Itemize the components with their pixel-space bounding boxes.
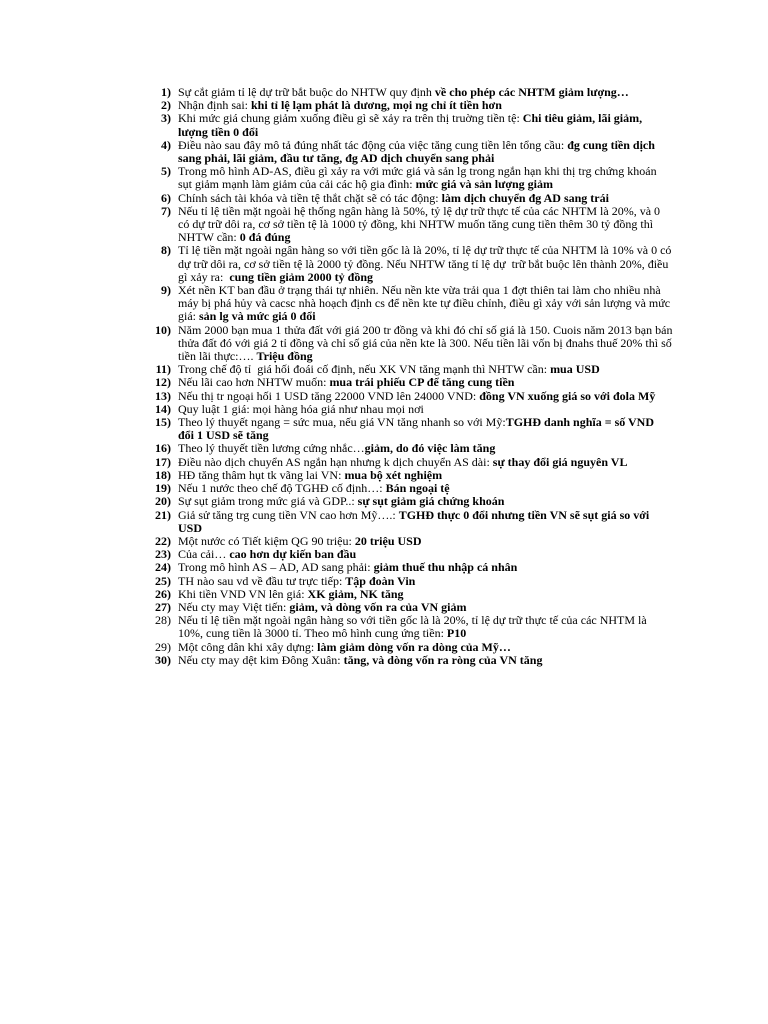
question-text: Một công dân khi xây dựng: [178, 639, 318, 654]
item-number: 22) [155, 533, 171, 548]
item-number: 10) [155, 322, 171, 337]
answer-text: Triệu đồng [256, 349, 313, 364]
answer-text: mua bộ xét nghiệm [344, 467, 443, 482]
answer-text: làm dịch chuyển đg AD sang trái [441, 190, 609, 205]
item-number: 29) [155, 639, 171, 654]
answer-text: đg cung tiền dịch sang phải, lãi giảm, đầu tư tăng, đg AD dịch chuyển sang phải [178, 137, 658, 166]
answer-text: TGHĐ thực 0 đổi nhưng tiền VN sẽ sụt giá so với USD [178, 507, 653, 535]
item-text [178, 205, 673, 245]
question-text: Trong mô hình AD-AS, điều gì xảy ra với mức giá và sản lg trong ngắn hạn khi thị trg chứng khoán sụt giảm mạnh làm giảm của cải các hộ gia đình: [178, 164, 660, 192]
item-number: 7) [161, 203, 171, 218]
item-text [178, 509, 673, 535]
item-number: 9) [161, 283, 171, 298]
question-text: Một nước có Tiết kiệm QG 90 triệu: [178, 533, 355, 548]
item-number: 21) [155, 507, 171, 522]
answer-text: Bán ngoại tệ [385, 481, 450, 496]
question-text: Nếu tỉ lệ tiền mặt ngoài hệ thống ngân hàng là 50%, tỷ lệ dự trữ thực tế của các NHTM là 20%, và 0 có dự trữ dôi ra, cơ sở tiền tệ là 1000 tỷ đồng, khi NHTW muốn tăng cung tiền thêm 30 tỷ đồng thì NHTW cần: [178, 203, 664, 245]
question-text: Trong mô hình AS – AD, AD sang phải: [178, 560, 374, 575]
list-item [0, 324, 768, 364]
question-text: Nếu thị tr ngoại hối 1 USD tăng 22000 VND lên 24000 VND: [178, 388, 480, 403]
question-text: TH nào sau vd về đầu tư trực tiếp: [178, 573, 346, 588]
item-number: 3) [161, 111, 171, 126]
item-number: 12) [155, 375, 171, 390]
question-text: Sự cắt giảm tỉ lệ dự trữ bắt buộc do NHTW quy định [178, 85, 435, 99]
answer-text: giảm, và dòng vốn ra của VN giảm [289, 599, 467, 614]
question-text: Nếu lãi cao hơn NHTW muốn: [178, 375, 330, 390]
answer-text: sự thay đổi giá nguyên VL [492, 454, 628, 469]
question-text: Khi tiền VND VN lên giá: [178, 586, 308, 601]
answer-text: XK giảm, NK tăng [307, 586, 404, 601]
answer-text: cao hơn dự kiến ban đầu [229, 547, 357, 562]
question-text: Theo lý thuyết ngang = sức mua, nếu giá VN tăng nhanh so với Mỹ: [178, 415, 506, 430]
item-number: 18) [155, 467, 171, 482]
question-text: Nếu cty may dệt kim Đông Xuân: [178, 652, 344, 667]
question-text: Điều nào sau đây mô tả đúng nhất tác động của việc tăng cung tiền lên tổng cầu: [178, 137, 568, 152]
question-text: Trong chế độ tỉ giá hối đoái cố định, nếu XK VN tăng mạnh thì NHTW cần: [178, 362, 551, 377]
question-answer-list [0, 86, 768, 667]
answer-text: Tập đoàn Vin [345, 573, 416, 588]
item-number: 5) [161, 164, 171, 179]
question-text: Chính sách tài khóa và tiền tệ thắt chặt sẽ có tác động: [178, 190, 442, 205]
answer-text: sản lg và mức giá 0 đổi [199, 309, 316, 324]
answer-text: TGHĐ danh nghĩa = số VND đổi 1 USD sẽ tăng [178, 415, 658, 443]
list-item [0, 284, 768, 324]
list-item [0, 205, 768, 245]
item-text [178, 165, 673, 191]
item-text [178, 244, 673, 284]
item-number: 20) [155, 494, 171, 509]
list-item [0, 165, 768, 191]
answer-text: mua USD [550, 362, 600, 377]
item-number: 4) [161, 137, 171, 152]
item-number: 13) [155, 388, 171, 403]
question-text: Nếu tỉ lệ tiền mặt ngoài ngân hàng so với tiền gốc là là 20%, tỉ lệ dự trữ thực tế của các NHTM là 10%, cung tiền là 3000 tỉ. Theo mô hình cung ứng tiền: [178, 613, 650, 641]
answer-text: về cho phép các NHTM giảm lượng… [434, 85, 629, 99]
question-text: Giả sử tăng trg cung tiền VN cao hơn Mỹ….: [178, 507, 399, 522]
question-text: Tỉ lệ tiền mặt ngoài ngân hàng so với tiền gốc là là 20%, tỉ lệ dự trữ thực tế của NHTM là 10% và 0 có dự trữ dôi ra, cơ sở tiền tệ là 2000 tỷ đồng. Nếu NHTW tăng tỉ lệ dự trữ bắt buộc lên thành 20%, điều gì xảy ra: [178, 243, 675, 284]
item-number: 30) [155, 652, 171, 667]
item-text [178, 322, 676, 364]
item-number: 24) [155, 560, 171, 575]
item-number: 25) [155, 573, 171, 588]
question-text: Của cải… [178, 547, 230, 562]
question-text: Nhận định sai: [178, 98, 251, 113]
question-text: Theo lý thuyết tiền lương cứng nhắc… [178, 441, 365, 456]
item-number: 14) [155, 401, 171, 416]
answer-text: đồng VN xuống giá so với đola Mỹ [479, 388, 656, 403]
list-item [0, 535, 768, 548]
question-text: Nếu cty may Việt tiến: [178, 599, 290, 614]
item-number: 15) [155, 415, 171, 430]
item-number: 8) [161, 243, 171, 258]
item-text [178, 614, 673, 640]
item-number: 11) [155, 362, 171, 377]
answer-text: tăng, và dòng vốn ra ròng của VN tăng [343, 652, 543, 667]
question-text: Quy luật 1 giá: mọi hàng hóa giá như nhau mọi nơi [178, 401, 424, 416]
item-number: 19) [155, 481, 171, 496]
item-number: 23) [155, 547, 171, 562]
list-item [0, 416, 768, 442]
answer-text: giảm thuế thu nhập cá nhân [373, 560, 518, 575]
item-text [178, 416, 673, 442]
answer-text: giảm, do đó việc làm tăng [364, 441, 496, 456]
answer-text: Chi tiêu giảm, lãi giảm, lượng tiền 0 đổi [178, 111, 646, 139]
question-text: Nếu 1 nước theo chế độ TGHĐ cố định…: [178, 481, 386, 496]
answer-text: cung tiền giảm 2000 tỷ đồng [229, 269, 374, 284]
item-text [178, 112, 673, 138]
list-item [0, 509, 768, 535]
list-item [0, 244, 768, 284]
question-text: Sự sụt giảm trong mức giá và GDP..: [178, 494, 358, 509]
item-text [178, 284, 673, 324]
answer-text: 20 triệu USD [354, 533, 422, 548]
item-text [178, 654, 673, 667]
item-number: 2) [161, 98, 171, 113]
answer-text: 0 đá đúng [239, 230, 291, 245]
item-number: 26) [155, 586, 171, 601]
list-item [0, 614, 768, 640]
list-item [0, 112, 768, 138]
list-item [0, 139, 768, 165]
item-text [178, 139, 673, 165]
answer-text: khi tỉ lệ lạm phát là dương, mọi ng chỉ ít tiền hơn [251, 98, 502, 113]
answer-text: mức giá và sản lượng giảm [415, 177, 553, 192]
answer-text: sự sụt giảm giá chứng khoán [357, 494, 505, 509]
question-text: Khi mức giá chung giảm xuống điều gì sẽ xảy ra trên thị truờng tiền tệ: [178, 111, 523, 126]
question-text: Điều nào dịch chuyển AS ngắn hạn nhưng k dịch chuyển AS dài: [178, 454, 493, 469]
question-text: Năm 2000 bạn mua 1 thửa đất với giá 200 tr đồng và khi đó chỉ số giá là 150. Cuois năm 2013 bạn bán thửa đất đó với giá 2 tỉ đồng và chỉ số giá của nền kte là 300. Nếu tiền lãi vốn bị đnahs thuế 20% thì số tiền lãi thực:…. [178, 322, 676, 364]
answer-text: P10 [446, 626, 467, 641]
item-number: 17) [155, 454, 171, 469]
answer-text: làm giảm dòng vốn ra dòng của Mỹ… [317, 639, 511, 654]
answer-text: mua trái phiếu CP để tăng cung tiền [329, 375, 515, 390]
item-number: 28) [155, 613, 171, 628]
question-text: Xét nền KT ban đầu ở trạng thái tự nhiên. Nếu nền kte vừa trải qua 1 đợt thiên tai làm cho nhiều nhà máy bị phá hủy và cacsc nhà hoạch định cs để nền kte tự điều chỉnh, điều gì xảy với sản lượng và mức giá: [178, 283, 674, 324]
item-number: 6) [161, 190, 171, 205]
item-number: 27) [155, 599, 171, 614]
item-number: 16) [155, 441, 171, 456]
list-item [0, 654, 768, 667]
item-number: 1) [161, 85, 171, 99]
question-text: HĐ tăng thâm hụt tk vãng lai VN: [178, 467, 345, 482]
